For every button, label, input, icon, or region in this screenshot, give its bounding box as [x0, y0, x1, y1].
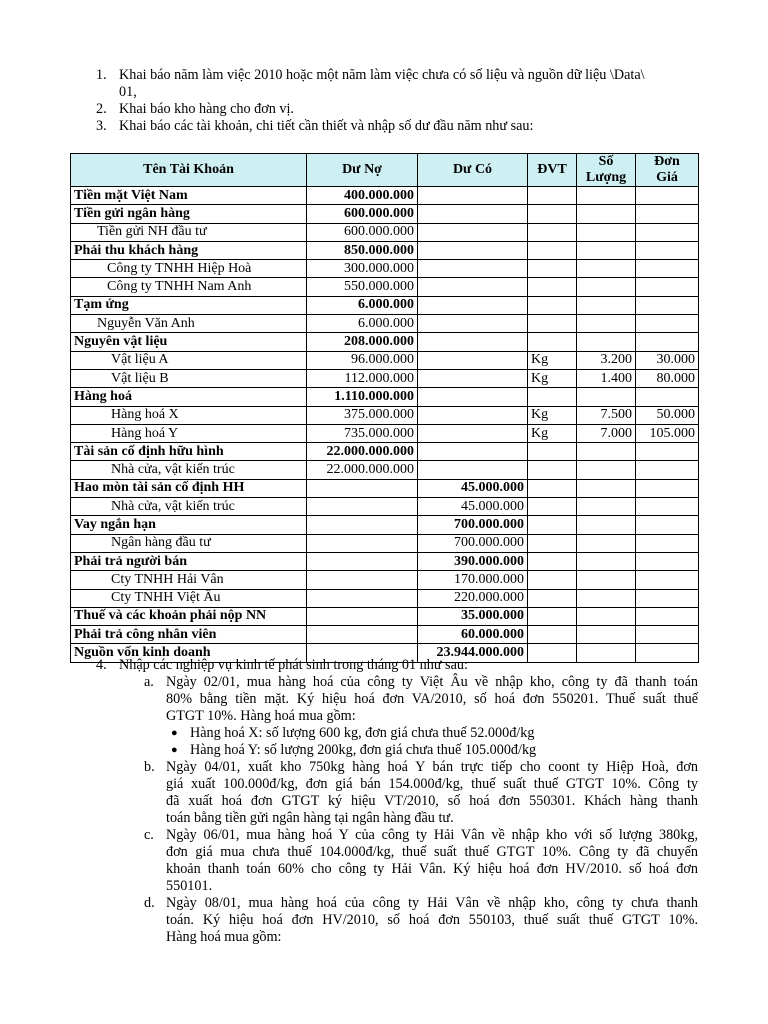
- account-name: Vật liệu A: [71, 351, 307, 369]
- paragraph-line: khoản thanh toán 60% cho công ty Hải Vân. Ký hiệu hoá đơn HV/2010. số hoá đơn: [166, 861, 698, 877]
- account-name: Vật liệu B: [71, 369, 307, 387]
- debit-cell: 550.000.000: [307, 278, 418, 296]
- table-row: [71, 443, 699, 461]
- credit-cell: [418, 205, 528, 223]
- item-number: 4.: [96, 657, 107, 673]
- quantity-cell: [577, 498, 636, 516]
- price-cell: [636, 589, 699, 607]
- account-name: Tiền gửi NH đầu tư: [71, 223, 307, 241]
- item-letter: b.: [144, 759, 155, 775]
- debit-cell: [307, 607, 418, 625]
- debit-cell: 300.000.000: [307, 260, 418, 278]
- account-name: Hàng hoá: [71, 388, 307, 406]
- quantity-cell: [577, 205, 636, 223]
- price-cell: 50.000: [636, 406, 699, 424]
- header-unit: ĐVT: [528, 154, 577, 187]
- debit-cell: 400.000.000: [307, 187, 418, 205]
- paragraph-line: đã xuất hoá đơn GTGT ký hiệu VT/2010, số hoá đơn 550301. Khách hàng thanh: [166, 793, 698, 809]
- debit-cell: [307, 552, 418, 570]
- header-account-name: Tên Tài Khoản: [71, 154, 307, 187]
- table-row: [71, 516, 699, 534]
- account-name: Nguyên vật liệu: [71, 333, 307, 351]
- debit-cell: 6.000.000: [307, 296, 418, 314]
- price-cell: [636, 187, 699, 205]
- unit-cell: [528, 571, 577, 589]
- price-cell: [636, 205, 699, 223]
- price-cell: [636, 571, 699, 589]
- unit-cell: Kg: [528, 406, 577, 424]
- unit-cell: [528, 461, 577, 479]
- item-number: 1.: [96, 67, 107, 83]
- credit-cell: 23.944.000.000: [418, 644, 528, 662]
- price-cell: [636, 607, 699, 625]
- credit-cell: [418, 187, 528, 205]
- paragraph-line: Ngày 06/01, mua hàng hoá Y của công ty Hải Vân về nhập kho với số lượng 380kg,: [166, 827, 698, 843]
- debit-cell: 600.000.000: [307, 205, 418, 223]
- debit-cell: 6.000.000: [307, 315, 418, 333]
- table-header-row: [71, 154, 699, 187]
- paragraph-line: toán. Ký hiệu hoá đơn HV/2010, số hoá đơn 550103, thuế suất thuế GTGT 10%.: [166, 912, 698, 928]
- item-number: 3.: [96, 118, 107, 134]
- credit-cell: [418, 260, 528, 278]
- unit-cell: [528, 498, 577, 516]
- bullet-text: Hàng hoá X: số lượng 600 kg, đơn giá chưa thuế 52.000đ/kg: [190, 725, 535, 741]
- intro-item-3: [0, 118, 768, 135]
- account-name: Tài sản cố định hữu hình: [71, 443, 307, 461]
- item-letter: a.: [144, 674, 154, 690]
- unit-cell: [528, 205, 577, 223]
- debit-cell: 850.000.000: [307, 241, 418, 259]
- account-name: Phải trả người bán: [71, 552, 307, 570]
- debit-cell: 22.000.000.000: [307, 461, 418, 479]
- quantity-cell: [577, 388, 636, 406]
- debit-cell: 208.000.000: [307, 333, 418, 351]
- price-cell: [636, 296, 699, 314]
- quantity-cell: [577, 187, 636, 205]
- debit-cell: [307, 498, 418, 516]
- table-row: [71, 333, 699, 351]
- table-row: [71, 223, 699, 241]
- debit-cell: 96.000.000: [307, 351, 418, 369]
- table-row: [71, 626, 699, 644]
- price-cell: [636, 516, 699, 534]
- credit-cell: [418, 296, 528, 314]
- item-text-line: Khai báo năm làm việc 2010 hoặc một năm làm việc chưa có số liệu và nguồn dữ liệu \Data\: [119, 67, 645, 83]
- credit-cell: [418, 351, 528, 369]
- credit-cell: [418, 461, 528, 479]
- price-cell: [636, 534, 699, 552]
- quantity-cell: [577, 534, 636, 552]
- bullet-text: Hàng hoá Y: số lượng 200kg, đơn giá chưa thuế 105.000đ/kg: [190, 742, 537, 758]
- quantity-cell: 3.200: [577, 351, 636, 369]
- credit-cell: [418, 369, 528, 387]
- debit-cell: [307, 571, 418, 589]
- account-name: Ngân hàng đầu tư: [71, 534, 307, 552]
- quantity-cell: 7.000: [577, 424, 636, 442]
- unit-cell: [528, 315, 577, 333]
- debit-cell: 112.000.000: [307, 369, 418, 387]
- credit-cell: 45.000.000: [418, 498, 528, 516]
- price-cell: 30.000: [636, 351, 699, 369]
- item-text-line: Khai báo kho hàng cho đơn vị.: [119, 101, 294, 117]
- quantity-cell: [577, 589, 636, 607]
- table-row: [71, 461, 699, 479]
- table-row: [71, 315, 699, 333]
- item-number: 2.: [96, 101, 107, 117]
- quantity-cell: [577, 607, 636, 625]
- quantity-cell: [577, 443, 636, 461]
- debit-cell: [307, 589, 418, 607]
- table-row: [71, 479, 699, 497]
- header-credit: Dư Có: [418, 154, 528, 187]
- price-cell: [636, 278, 699, 296]
- quantity-cell: [577, 315, 636, 333]
- price-cell: [636, 241, 699, 259]
- price-cell: [636, 388, 699, 406]
- account-name: Phải trả công nhân viên: [71, 626, 307, 644]
- debit-cell: 375.000.000: [307, 406, 418, 424]
- table-row: [71, 388, 699, 406]
- unit-cell: [528, 223, 577, 241]
- intro-list: [0, 67, 768, 135]
- item-text-line: Khai báo các tài khoản, chi tiết cần thiết và nhập số dư đầu năm như sau:: [119, 118, 534, 134]
- paragraph-line: Ngày 02/01, mua hàng hoá của công ty Việt Âu về nhập kho, công ty đã thanh toán: [166, 674, 698, 690]
- credit-cell: 220.000.000: [418, 589, 528, 607]
- unit-cell: [528, 626, 577, 644]
- quantity-cell: [577, 333, 636, 351]
- unit-cell: Kg: [528, 424, 577, 442]
- table-row: [71, 241, 699, 259]
- unit-cell: [528, 443, 577, 461]
- account-name: Công ty TNHH Nam Anh: [71, 278, 307, 296]
- account-name: Tiền gửi ngân hàng: [71, 205, 307, 223]
- quantity-cell: [577, 571, 636, 589]
- table-row: [71, 369, 699, 387]
- account-name: Công ty TNHH Hiệp Hoà: [71, 260, 307, 278]
- table-row: [71, 205, 699, 223]
- debit-cell: [307, 516, 418, 534]
- table-row: [71, 424, 699, 442]
- table-row: [71, 571, 699, 589]
- table-row: [71, 260, 699, 278]
- header-unit-price: Đơn Giá: [636, 154, 699, 187]
- credit-cell: [418, 424, 528, 442]
- paragraph-line: Ngày 08/01, mua hàng hoá của công ty Hải Vân về nhập kho, công ty chưa thanh: [166, 895, 698, 911]
- price-cell: [636, 498, 699, 516]
- unit-cell: [528, 388, 577, 406]
- table-row: [71, 278, 699, 296]
- credit-cell: 35.000.000: [418, 607, 528, 625]
- unit-cell: [528, 278, 577, 296]
- credit-cell: [418, 278, 528, 296]
- price-cell: [636, 479, 699, 497]
- table-row: [71, 351, 699, 369]
- credit-cell: 700.000.000: [418, 516, 528, 534]
- account-name: Phải thu khách hàng: [71, 241, 307, 259]
- debit-cell: 600.000.000: [307, 223, 418, 241]
- quantity-cell: [577, 260, 636, 278]
- debit-cell: [307, 626, 418, 644]
- paragraph-line: Ngày 04/01, xuất kho 750kg hàng hoá Y bán trực tiếp cho coont ty Hiệp Hoà, đơn: [166, 759, 698, 775]
- unit-cell: [528, 241, 577, 259]
- unit-cell: [528, 260, 577, 278]
- item-letter: d.: [144, 895, 155, 911]
- intro-item-1: [0, 67, 768, 101]
- quantity-cell: [577, 278, 636, 296]
- account-name: Nguyễn Văn Anh: [71, 315, 307, 333]
- unit-cell: [528, 552, 577, 570]
- quantity-cell: [577, 516, 636, 534]
- credit-cell: [418, 315, 528, 333]
- unit-cell: Kg: [528, 351, 577, 369]
- paragraph-line: GTGT 10%. Hàng hoá mua gồm:: [166, 708, 356, 724]
- paragraph-line: giá xuất 100.000đ/kg, đơn giá bán 154.000đ/kg, thuế suất thuế GTGT 10%. Công ty: [166, 776, 698, 792]
- table-row: [71, 296, 699, 314]
- unit-cell: [528, 296, 577, 314]
- account-name: Cty TNHH Việt Âu: [71, 589, 307, 607]
- account-name: Vay ngắn hạn: [71, 516, 307, 534]
- credit-cell: 45.000.000: [418, 479, 528, 497]
- credit-cell: [418, 406, 528, 424]
- unit-cell: [528, 333, 577, 351]
- table-row: [71, 607, 699, 625]
- unit-cell: [528, 607, 577, 625]
- unit-cell: [528, 479, 577, 497]
- table-row: [71, 552, 699, 570]
- debit-cell: [307, 479, 418, 497]
- quantity-cell: 7.500: [577, 406, 636, 424]
- quantity-cell: [577, 626, 636, 644]
- credit-cell: [418, 443, 528, 461]
- unit-cell: Kg: [528, 369, 577, 387]
- credit-cell: 700.000.000: [418, 534, 528, 552]
- credit-cell: 60.000.000: [418, 626, 528, 644]
- debit-cell: 1.110.000.000: [307, 388, 418, 406]
- account-name: Cty TNHH Hải Vân: [71, 571, 307, 589]
- credit-cell: [418, 223, 528, 241]
- unit-cell: [528, 187, 577, 205]
- intro-item-2: [0, 101, 768, 118]
- account-name: Nhà cửa, vật kiến trúc: [71, 461, 307, 479]
- quantity-cell: [577, 223, 636, 241]
- account-name: Thuế và các khoản phải nộp NN: [71, 607, 307, 625]
- bullet-icon: ●: [171, 744, 178, 756]
- account-name: Tiền mặt Việt Nam: [71, 187, 307, 205]
- paragraph-line: đơn giá mua chưa thuế 104.000đ/kg, thuế suất thuế GTGT 10%. Công ty đã chuyển: [166, 844, 698, 860]
- debit-cell: [307, 534, 418, 552]
- account-name: Nhà cửa, vật kiến trúc: [71, 498, 307, 516]
- credit-cell: 170.000.000: [418, 571, 528, 589]
- price-cell: [636, 223, 699, 241]
- unit-cell: [528, 516, 577, 534]
- credit-cell: [418, 241, 528, 259]
- paragraph-line: 80% bằng tiền mặt. Ký hiệu hoá đơn VA/2010, số hoá đơn 550201. Thuế suất thuế: [166, 691, 698, 707]
- credit-cell: [418, 388, 528, 406]
- quantity-cell: [577, 241, 636, 259]
- quantity-cell: [577, 479, 636, 497]
- item-text-line: 01,: [119, 84, 137, 100]
- credit-cell: 390.000.000: [418, 552, 528, 570]
- price-cell: [636, 333, 699, 351]
- unit-cell: [528, 534, 577, 552]
- price-cell: [636, 315, 699, 333]
- price-cell: [636, 626, 699, 644]
- unit-cell: [528, 589, 577, 607]
- credit-cell: [418, 333, 528, 351]
- paragraph-line: Hàng hoá mua gồm:: [166, 929, 282, 945]
- table-row: [71, 534, 699, 552]
- account-name: Nguồn vốn kinh doanh: [71, 644, 307, 662]
- item-letter: c.: [144, 827, 154, 843]
- table-row: [71, 498, 699, 516]
- quantity-cell: [577, 296, 636, 314]
- section-heading: Nhập các nghiệp vụ kinh tế phát sinh trong tháng 01 như sau:: [119, 657, 468, 673]
- header-quantity: Số Lượng: [577, 154, 636, 187]
- debit-cell: 22.000.000.000: [307, 443, 418, 461]
- price-cell: 80.000: [636, 369, 699, 387]
- price-cell: [636, 461, 699, 479]
- debit-cell: 735.000.000: [307, 424, 418, 442]
- table-row: [71, 406, 699, 424]
- paragraph-line: 550101.: [166, 878, 213, 894]
- quantity-cell: [577, 461, 636, 479]
- account-name: Tạm ứng: [71, 296, 307, 314]
- price-cell: [636, 260, 699, 278]
- paragraph-line: toán bằng tiền gửi ngân hàng tại ngân hàng đầu tư.: [166, 810, 454, 826]
- table-row: [71, 589, 699, 607]
- account-balance-table: [70, 153, 699, 663]
- header-debit: Dư Nợ: [307, 154, 418, 187]
- table-row: [71, 187, 699, 205]
- price-cell: [636, 552, 699, 570]
- account-name: Hàng hoá X: [71, 406, 307, 424]
- price-cell: [636, 443, 699, 461]
- account-name: Hàng hoá Y: [71, 424, 307, 442]
- account-name: Hao mòn tài sản cố định HH: [71, 479, 307, 497]
- quantity-cell: 1.400: [577, 369, 636, 387]
- bullet-icon: ●: [171, 727, 178, 739]
- price-cell: 105.000: [636, 424, 699, 442]
- quantity-cell: [577, 552, 636, 570]
